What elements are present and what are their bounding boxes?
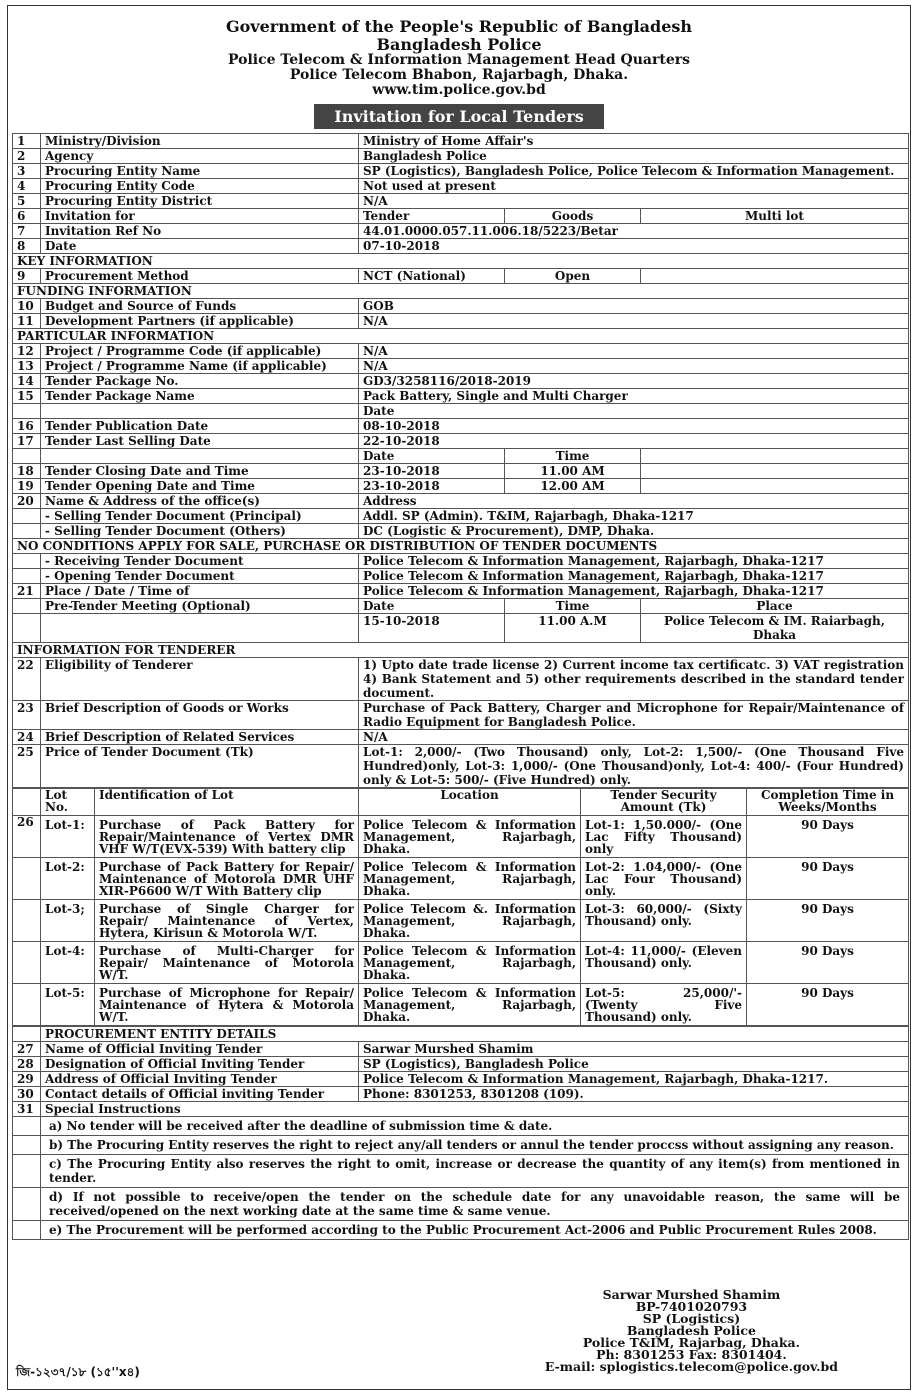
date-header: Date — [359, 404, 909, 419]
section-heading: INFORMATION FOR TENDERER — [13, 643, 909, 658]
table-cell — [13, 1155, 41, 1188]
row-label: Ministry/Division — [41, 134, 359, 149]
row-label: Designation of Official Inviting Tender — [41, 1057, 359, 1072]
row-label: Tender Package No. — [41, 374, 359, 389]
row-value: Tender — [359, 209, 505, 224]
row-value: Goods — [505, 209, 641, 224]
table-cell — [13, 1136, 41, 1155]
lot-id-header: Identification of Lot — [95, 789, 359, 816]
section-key-information — [13, 254, 909, 269]
row-label: Procurement Method — [41, 269, 359, 284]
row-label: Contact details of Official inviting Tender — [41, 1087, 359, 1102]
info-row-6 — [13, 209, 909, 224]
document-header — [8, 6, 910, 98]
info-row — [13, 179, 909, 194]
row-value: Pack Battery, Single and Multi Charger — [359, 389, 909, 404]
row-value: Ministry of Home Affair's — [359, 134, 909, 149]
meeting-time: 11.00 A.M — [505, 614, 641, 643]
table-cell — [13, 789, 41, 816]
table-cell — [13, 404, 41, 419]
row-value: Police Telecom & Information Management, Rajarbagh, Dhaka-1217 — [359, 569, 909, 584]
row-label: Project / Programme Name (if applicable) — [41, 359, 359, 374]
signature-block — [545, 1289, 838, 1373]
table-cell — [13, 1117, 41, 1136]
info-row — [13, 374, 909, 389]
signature-line: Police T&IM, Rajarbag, Dhaka. — [582, 1335, 801, 1350]
row-number: 5 — [13, 194, 41, 209]
row-value: Phone: 8301253, 8301208 (109). — [359, 1087, 909, 1102]
date-header: Date — [359, 599, 505, 614]
row-label: Name of Official Inviting Tender — [41, 1042, 359, 1057]
info-row — [13, 1087, 909, 1102]
place-header: Place — [641, 599, 909, 614]
row-number: 7 — [13, 224, 41, 239]
row-number: 27 — [13, 1042, 41, 1057]
row-label: Budget and Source of Funds — [41, 299, 359, 314]
row-number: 25 — [13, 745, 41, 788]
row-value: Sarwar Murshed Shamim — [359, 1042, 909, 1057]
info-row — [13, 745, 909, 788]
row-number: 14 — [13, 374, 41, 389]
lot-security: Lot-4: 11,000/- (Eleven Thousand) only. — [581, 942, 747, 984]
info-row — [13, 554, 909, 569]
date-header: Date — [359, 449, 505, 464]
row-value: N/A — [359, 344, 909, 359]
lot-row — [13, 984, 909, 1026]
row-value: 1) Upto date trade license 2) Current income tax certificatc. 3) VAT registration 4) Bank Statement and 5) other requirements described in the standard tender document. — [359, 658, 909, 701]
lot-security: Lot-3: 60,000/- (Sixty Thousand) only. — [581, 900, 747, 942]
lot-location: Police Telecom & Information Management, Rajarbagh, Dhaka. — [359, 816, 581, 858]
row-label: Special Instructions — [41, 1102, 909, 1117]
row-label: Procuring Entity Code — [41, 179, 359, 194]
row-label: Place / Date / Time of — [41, 584, 359, 599]
info-row — [13, 1042, 909, 1057]
info-row — [13, 344, 909, 359]
info-row — [13, 509, 909, 524]
info-row — [13, 494, 909, 509]
procurement-entity-table — [12, 1026, 909, 1240]
info-row — [13, 299, 909, 314]
time-header: Time — [505, 599, 641, 614]
lot-identification: Purchase of Multi-Charger for Repair/ Maintenance of Motorola W/T. — [95, 942, 359, 984]
row-number — [13, 984, 41, 1026]
website-link[interactable]: www.tim.police.gov.bd — [372, 82, 546, 98]
instruction-row — [13, 1117, 909, 1136]
table-cell — [41, 614, 359, 643]
info-row — [13, 134, 909, 149]
row-value: N/A — [359, 194, 909, 209]
row-value: Police Telecom & Information Management, Rajarbagh, Dhaka-1217 — [359, 554, 909, 569]
lot-completion-time: 90 Days — [747, 984, 909, 1026]
lot-identification: Purchase of Single Charger for Repair/ Maintenance of Vertex, Hytera, Kirisun & Motorola W/T. — [95, 900, 359, 942]
signature-line: Bangladesh Police — [626, 1323, 756, 1338]
table-cell — [13, 554, 41, 569]
instruction-text: c) The Procuring Entity also reserves the right to omit, increase or decrease the quantity of any item(s) from mentioned in tender. — [41, 1155, 909, 1188]
section-heading: PARTICULAR INFORMATION — [13, 329, 909, 344]
row-value: N/A — [359, 359, 909, 374]
date-time-header-row — [13, 449, 909, 464]
lot-no-header: Lot No. — [41, 789, 95, 816]
info-row — [13, 359, 909, 374]
hq-title: Police Telecom & Information Management Head Quarters — [227, 52, 691, 68]
info-row — [13, 389, 909, 404]
info-row — [13, 569, 909, 584]
lot-no: Lot-1: — [41, 816, 95, 858]
govt-title: Government of the People's Republic of Bangladesh — [225, 17, 693, 36]
row-number: 23 — [13, 701, 41, 730]
table-cell — [13, 509, 41, 524]
info-row — [13, 584, 909, 599]
row-value: 44.01.0000.057.11.006.18/5223/Betar — [359, 224, 909, 239]
info-row — [13, 314, 909, 329]
row-value: SP (Logistics), Bangladesh Police — [359, 1057, 909, 1072]
row-number: 13 — [13, 359, 41, 374]
row-number: 26 — [13, 816, 41, 858]
row-number: 17 — [13, 434, 41, 449]
row-label: Procuring Entity District — [41, 194, 359, 209]
notice-banner: Invitation for Local Tenders — [314, 104, 604, 129]
row-value: Purchase of Pack Battery, Charger and Microphone for Repair/Maintenance of Radio Equipment for Bangladesh Police. — [359, 701, 909, 730]
section-info-tenderer — [13, 643, 909, 658]
row-value: N/A — [359, 314, 909, 329]
lot-security-header: Tender Security Amount (Tk) — [581, 789, 747, 816]
row-value: Police Telecom & Information Management, Rajarbagh, Dhaka-1217. — [359, 1072, 909, 1087]
row-number: 6 — [13, 209, 41, 224]
row-label: Invitation Ref No — [41, 224, 359, 239]
info-row — [13, 419, 909, 434]
lot-location-header: Location — [359, 789, 581, 816]
row-number: 31 — [13, 1102, 41, 1117]
row-number: 16 — [13, 419, 41, 434]
empty-cell — [641, 269, 909, 284]
row-date: 23-10-2018 — [359, 464, 505, 479]
row-value: NCT (National) — [359, 269, 505, 284]
instruction-row — [13, 1136, 909, 1155]
info-row — [13, 1102, 909, 1117]
table-cell — [13, 524, 41, 539]
lot-security: Lot-1: 1,50.000/- (One Lac Fifty Thousand) only — [581, 816, 747, 858]
lot-time-header: Completion Time in Weeks/Months — [747, 789, 909, 816]
signature-line: BP-7401020793 — [635, 1299, 748, 1314]
row-value: SP (Logistics), Bangladesh Police, Police Telecom & Information Management. — [359, 164, 909, 179]
row-label: Pre-Tender Meeting (Optional) — [41, 599, 359, 614]
lot-completion-time: 90 Days — [747, 816, 909, 858]
lot-completion-time: 90 Days — [747, 900, 909, 942]
row-number: 28 — [13, 1057, 41, 1072]
row-number: 15 — [13, 389, 41, 404]
instruction-text: b) The Procuring Entity reserves the right to reject any/all tenders or annul the tender proccss without assigning any reason. — [41, 1136, 909, 1155]
section-heading: KEY INFORMATION — [13, 254, 909, 269]
row-number: 9 — [13, 269, 41, 284]
row-number — [13, 900, 41, 942]
info-row — [13, 224, 909, 239]
lot-row — [13, 942, 909, 984]
info-row-9 — [13, 269, 909, 284]
lot-location: Police Telecom & Information Management, Rajarbagh, Dhaka. — [359, 984, 581, 1026]
table-cell — [13, 1221, 41, 1240]
info-row — [13, 1072, 909, 1087]
row-label: Tender Opening Date and Time — [41, 479, 359, 494]
lot-security: Lot-5: 25,000/'- (Twenty Five Thousand) only. — [581, 984, 747, 1026]
info-row — [13, 164, 909, 179]
row-number — [13, 942, 41, 984]
row-number: 29 — [13, 1072, 41, 1087]
section-funding — [13, 284, 909, 299]
row-label: Development Partners (if applicable) — [41, 314, 359, 329]
row-label: Date — [41, 239, 359, 254]
row-number: 18 — [13, 464, 41, 479]
row-number: 30 — [13, 1087, 41, 1102]
lot-header-row — [13, 789, 909, 816]
lot-identification: Purchase of Pack Battery for Repair/ Maintenance of Motorola DMR UHF XIR-P6600 W/T With Battery clip — [95, 858, 359, 900]
info-row — [13, 658, 909, 701]
lot-no: Lot-3; — [41, 900, 95, 942]
row-number: 4 — [13, 179, 41, 194]
row-number: 1 — [13, 134, 41, 149]
row-number: 3 — [13, 164, 41, 179]
row-label: - Selling Tender Document (Principal) — [41, 509, 359, 524]
lot-row — [13, 816, 909, 858]
signature-line: SP (Logistics) — [642, 1311, 741, 1326]
row-date: 23-10-2018 — [359, 479, 505, 494]
lot-completion-time: 90 Days — [747, 858, 909, 900]
row-number: 10 — [13, 299, 41, 314]
row-number: 12 — [13, 344, 41, 359]
info-row — [13, 434, 909, 449]
tender-info-table — [12, 133, 909, 788]
table-cell — [641, 479, 909, 494]
row-label: Name & Address of the office(s) — [41, 494, 359, 509]
row-number — [13, 858, 41, 900]
table-cell — [41, 449, 359, 464]
instruction-row — [13, 1221, 909, 1240]
row-label: Brief Description of Goods or Works — [41, 701, 359, 730]
section-particular — [13, 329, 909, 344]
lot-identification: Purchase of Microphone for Repair/ Maintenance of Hytera & Motorola W/T. — [95, 984, 359, 1026]
row-label: Project / Programme Code (if applicable) — [41, 344, 359, 359]
section-heading: PROCUREMENT ENTITY DETAILS — [41, 1027, 909, 1042]
signature-line: E-mail: splogistics.telecom@police.gov.bd — [544, 1359, 838, 1374]
row-value: Address — [359, 494, 909, 509]
row-value: Open — [505, 269, 641, 284]
row-label: - Selling Tender Document (Others) — [41, 524, 359, 539]
lot-identification: Purchase of Pack Battery for Repair/Maintenance of Vertex DMR VHF W/T(EVX-539) With battery clip — [95, 816, 359, 858]
info-row — [13, 239, 909, 254]
row-label: Brief Description of Related Services — [41, 730, 359, 745]
row-time: 12.00 AM — [505, 479, 641, 494]
signature-line: Sarwar Murshed Shamim — [602, 1287, 781, 1302]
pretender-header-row — [13, 599, 909, 614]
row-value: Addl. SP (Admin). T&IM, Rajarbagh, Dhaka-1217 — [359, 509, 909, 524]
row-label: Address of Official Inviting Tender — [41, 1072, 359, 1087]
row-number: 11 — [13, 314, 41, 329]
row-value: Multi lot — [641, 209, 909, 224]
section-heading: FUNDING INFORMATION — [13, 284, 909, 299]
lot-table — [12, 788, 909, 1026]
info-row — [13, 524, 909, 539]
row-number: 24 — [13, 730, 41, 745]
row-value: 07-10-2018 — [359, 239, 909, 254]
section-no-conditions — [13, 539, 909, 554]
lot-security: Lot-2: 1.04,000/- (One Lac Four Thousand) only. — [581, 858, 747, 900]
meeting-place: Police Telecom & IM. Raiarbagh, Dhaka — [641, 614, 909, 643]
meeting-date: 15-10-2018 — [359, 614, 505, 643]
instruction-text: e) The Procurement will be performed according to the Public Procurement Act-2006 and Public Procurement Rules 2008. — [41, 1221, 909, 1240]
row-value: Police Telecom & Information Management, Rajarbagh, Dhaka-1217 — [359, 584, 909, 599]
footer-code: জি-১২৩৭/১৮ (১৫''x৪) — [16, 1365, 140, 1379]
row-number: 8 — [13, 239, 41, 254]
row-value: 22-10-2018 — [359, 434, 909, 449]
row-value: N/A — [359, 730, 909, 745]
instruction-row — [13, 1188, 909, 1221]
info-row — [13, 1057, 909, 1072]
row-label: Price of Tender Document (Tk) — [41, 745, 359, 788]
row-value: Not used at present — [359, 179, 909, 194]
row-label: Tender Package Name — [41, 389, 359, 404]
table-cell — [641, 449, 909, 464]
instruction-row — [13, 1155, 909, 1188]
section-procurement-entity — [13, 1027, 909, 1042]
tender-notice — [7, 5, 911, 1390]
info-row — [13, 479, 909, 494]
hq-address: Police Telecom Bhabon, Rajarbagh, Dhaka. — [289, 67, 629, 83]
agency-title: Bangladesh Police — [376, 35, 542, 54]
info-row — [13, 730, 909, 745]
row-number: 19 — [13, 479, 41, 494]
table-cell — [41, 404, 359, 419]
signature-line: Ph: 8301253 Fax: 8301404. — [596, 1347, 787, 1362]
row-number: 22 — [13, 658, 41, 701]
row-value: GOB — [359, 299, 909, 314]
pretender-row — [13, 614, 909, 643]
row-number: 21 — [13, 584, 41, 599]
table-cell — [13, 449, 41, 464]
lot-no: Lot-4: — [41, 942, 95, 984]
info-row — [13, 194, 909, 209]
row-label: Tender Publication Date — [41, 419, 359, 434]
row-label: Invitation for — [41, 209, 359, 224]
row-label: Eligibility of Tenderer — [41, 658, 359, 701]
table-cell — [13, 1188, 41, 1221]
row-time: 11.00 AM — [505, 464, 641, 479]
lot-no: Lot-2: — [41, 858, 95, 900]
row-label: Agency — [41, 149, 359, 164]
table-cell — [13, 1027, 41, 1042]
lot-location: Police Telecom & Information Management, Rajarbagh, Dhaka. — [359, 942, 581, 984]
table-cell — [13, 569, 41, 584]
info-row — [13, 464, 909, 479]
time-header: Time — [505, 449, 641, 464]
lot-no: Lot-5: — [41, 984, 95, 1026]
instruction-text: a) No tender will be received after the deadline of submission time & date. — [41, 1117, 909, 1136]
lot-location: Police Telecom &. Information Management, Rajarbagh, Dhaka. — [359, 900, 581, 942]
row-value: GD3/3258116/2018-2019 — [359, 374, 909, 389]
row-label: - Opening Tender Document — [41, 569, 359, 584]
lot-row — [13, 900, 909, 942]
instruction-text: d) If not possible to receive/open the tender on the schedule date for any unavoidable reason, the same will be received/opened on the next working date at the same time & same venue. — [41, 1188, 909, 1221]
row-value: Lot-1: 2,000/- (Two Thousand) only, Lot-2: 1,500/- (One Thousand Five Hundred)only, Lot-3: 1,000/- (One Thousand)only, Lot-4: 400/- (Four Hundred) only & Lot-5: 500/- (Five Hundred) only. — [359, 745, 909, 788]
table-cell — [13, 614, 41, 643]
lot-row — [13, 858, 909, 900]
table-cell — [13, 599, 41, 614]
row-value: DC (Logistic & Procurement), DMP, Dhaka. — [359, 524, 909, 539]
info-row — [13, 701, 909, 730]
row-label: Procuring Entity Name — [41, 164, 359, 179]
section-heading: NO CONDITIONS APPLY FOR SALE, PURCHASE OR DISTRIBUTION OF TENDER DOCUMENTS — [13, 539, 909, 554]
row-label: Tender Closing Date and Time — [41, 464, 359, 479]
row-number: 2 — [13, 149, 41, 164]
row-value: 08-10-2018 — [359, 419, 909, 434]
row-label: Tender Last Selling Date — [41, 434, 359, 449]
date-header-row — [13, 404, 909, 419]
info-row — [13, 149, 909, 164]
lot-location: Police Telecom & Information Management, Rajarbagh, Dhaka. — [359, 858, 581, 900]
row-number: 20 — [13, 494, 41, 509]
row-label: - Receiving Tender Document — [41, 554, 359, 569]
table-cell — [641, 464, 909, 479]
row-value: Bangladesh Police — [359, 149, 909, 164]
lot-completion-time: 90 Days — [747, 942, 909, 984]
